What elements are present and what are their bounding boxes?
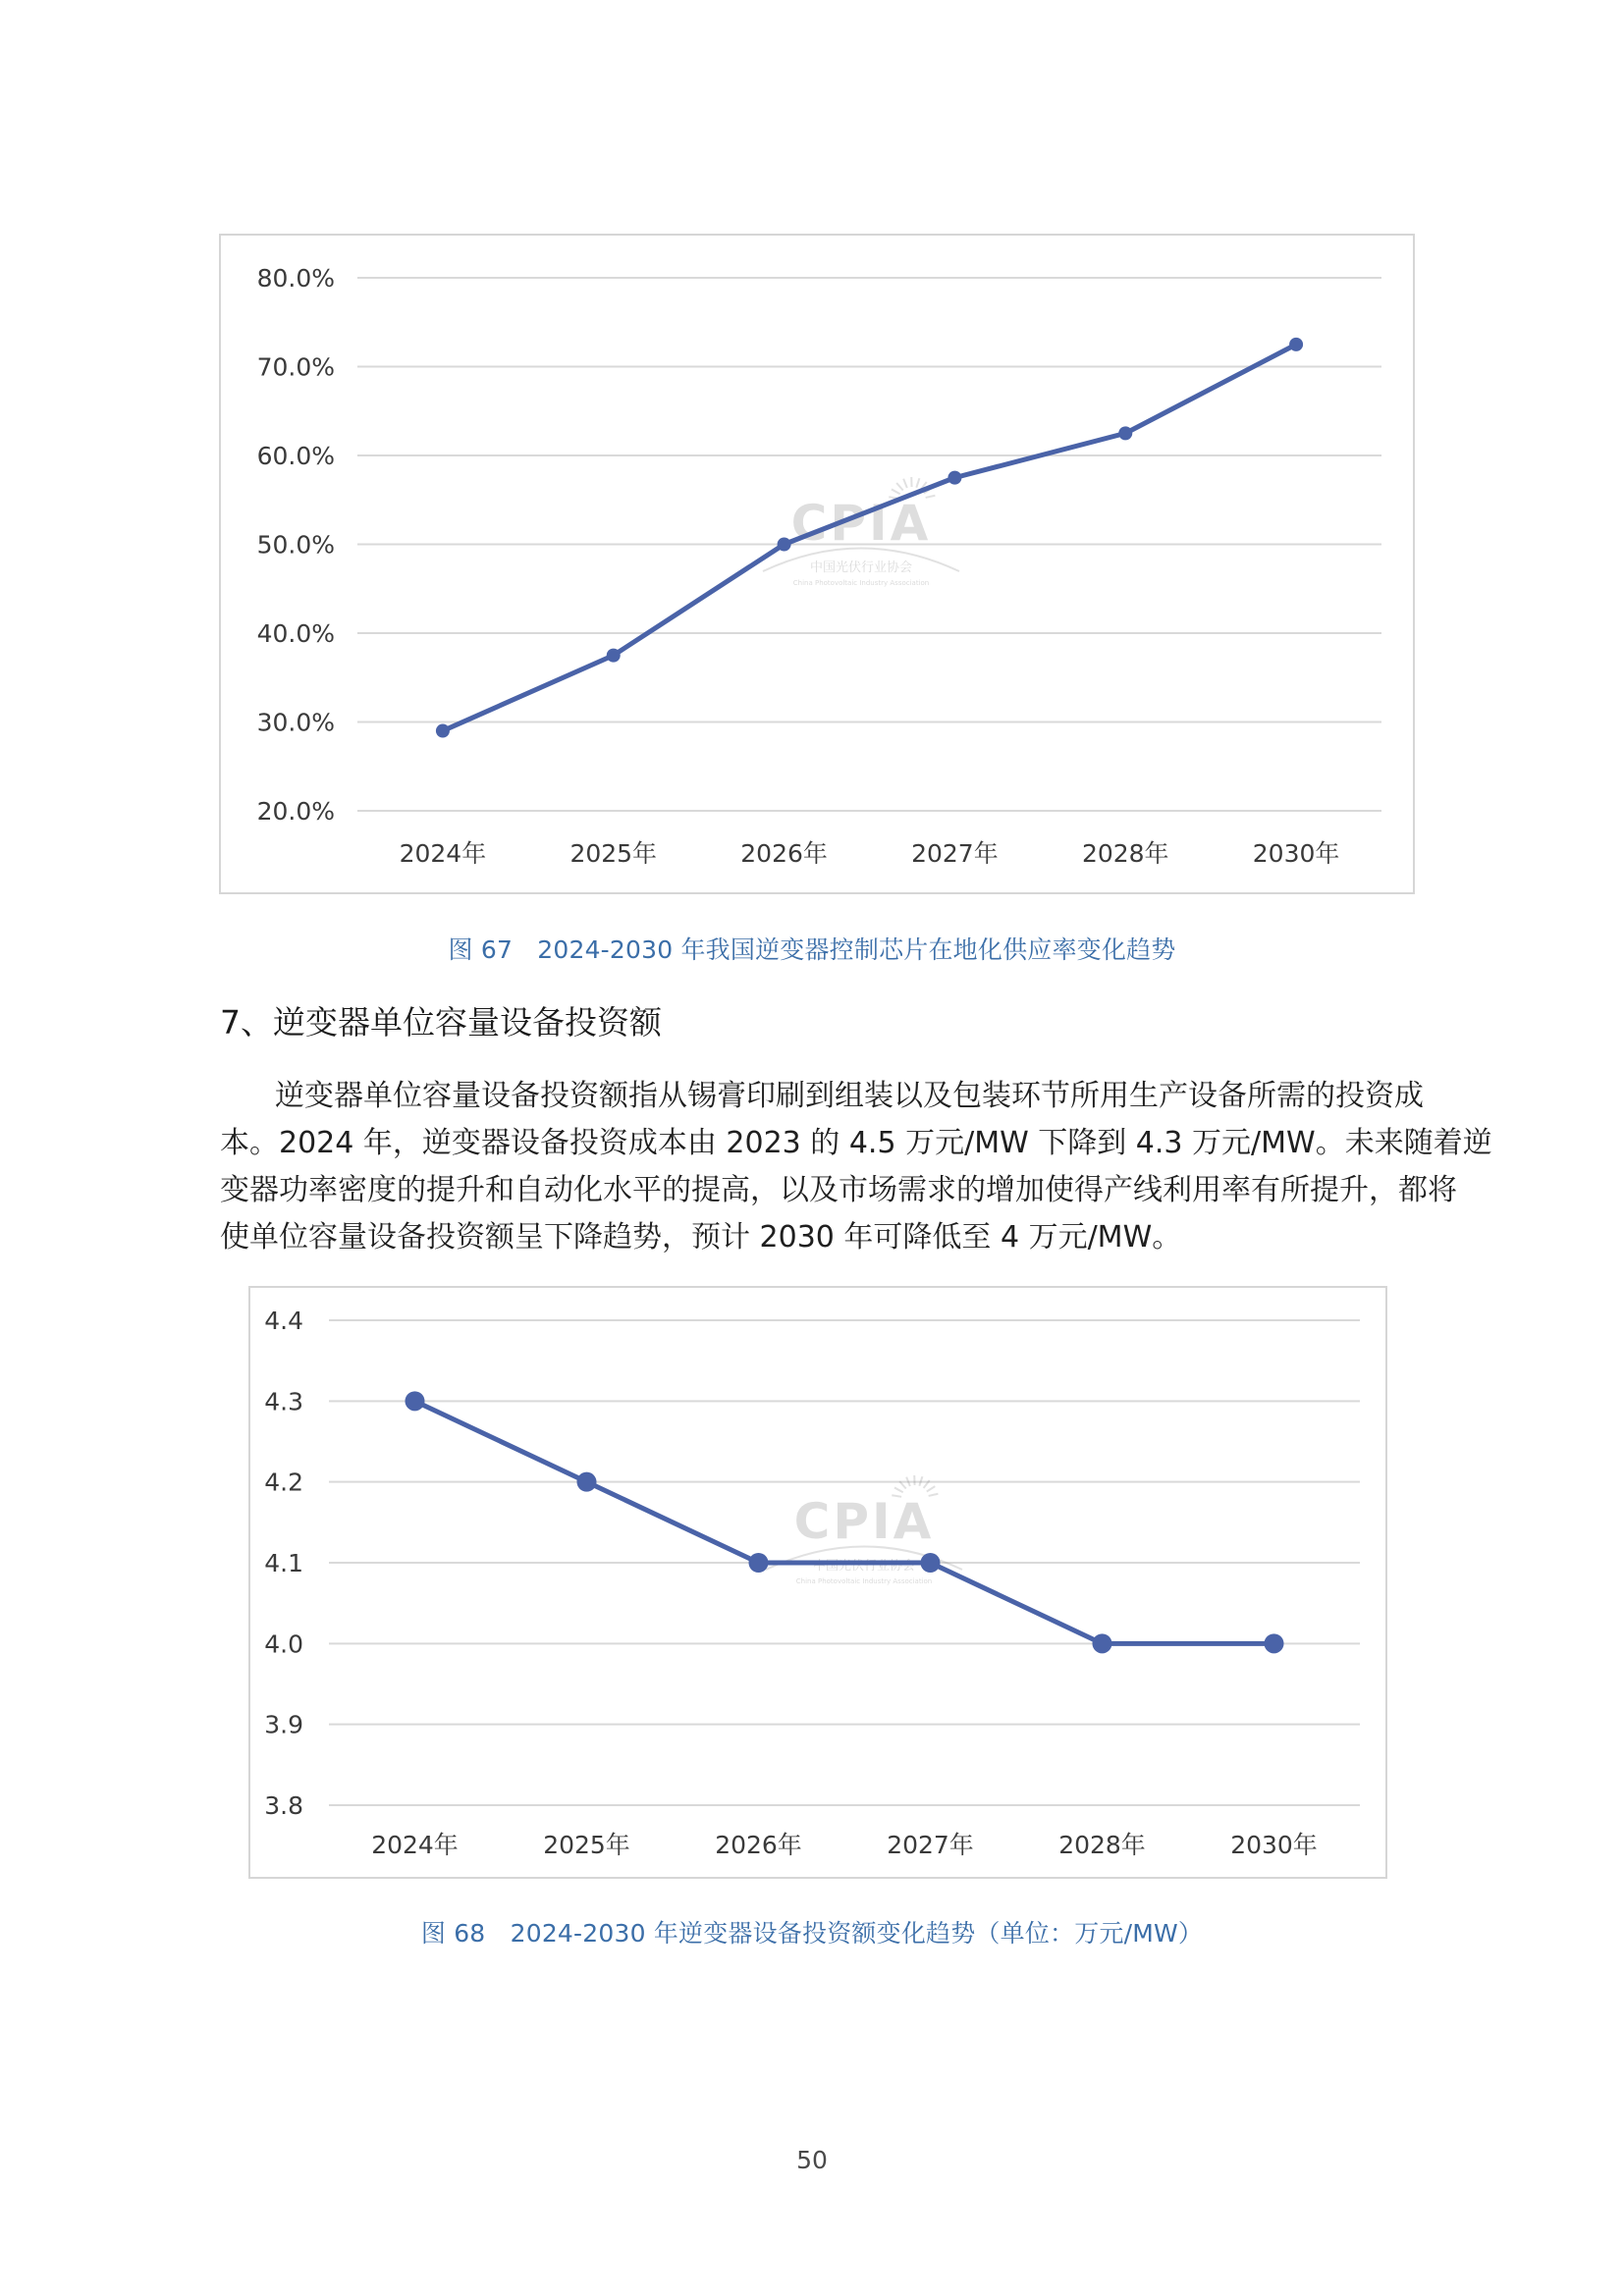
y-tick-label: 4.3 (264, 1387, 303, 1416)
watermark-text: 中国光伏行业协会 (812, 1559, 916, 1574)
paragraph-line: 本。2024 年，逆变器设备投资成本由 2023 的 4.5 万元/MW 下降到 4.3 万元/MW。未来随着逆 (220, 1126, 1492, 1160)
x-tick-label: 2027年 (887, 1831, 974, 1859)
data-point (436, 724, 450, 738)
x-tick-label: 2030年 (1252, 839, 1340, 868)
y-tick-label: 3.8 (264, 1791, 303, 1820)
watermark-text: 中国光伏行业协会 (809, 561, 913, 575)
x-tick-label: 2024年 (371, 1831, 459, 1859)
x-tick-label: 2025年 (543, 1831, 630, 1859)
data-point (947, 471, 961, 485)
chart-fig68-plot (250, 1288, 1385, 1877)
y-tick-label: 4.0 (264, 1629, 303, 1659)
y-tick-label: 4.4 (264, 1307, 303, 1335)
sun-ray-icon (894, 1487, 903, 1492)
sun-ray-icon (896, 483, 903, 491)
watermark-text: China Photovoltaic Industry Association (792, 579, 930, 587)
data-point (1093, 1633, 1112, 1653)
sun-ray-icon (892, 489, 900, 494)
paragraph-line: 逆变器单位容量设备投资额指从锡膏印刷到组装以及包装环节所用生产设备所需的投资成 (275, 1079, 1424, 1113)
chart-fig68 (248, 1286, 1387, 1879)
data-point (778, 538, 791, 552)
data-point (1265, 1633, 1284, 1653)
y-tick-label: 40.0% (256, 619, 335, 648)
watermark-text: CPIA (790, 495, 932, 552)
watermark-text: CPIA (793, 1493, 935, 1550)
x-tick-label: 2024年 (399, 839, 487, 868)
data-point (406, 1391, 425, 1411)
watermark-text: China Photovoltaic Industry Association (795, 1577, 933, 1585)
data-point (1118, 426, 1132, 440)
figure-caption-68: 图 68 2024-2030 年逆变器设备投资额变化趋势（单位：万元/MW） (420, 1919, 1204, 1948)
section-heading: 7、逆变器单位容量设备投资额 (220, 1003, 662, 1041)
data-point (607, 649, 621, 663)
data-point (749, 1553, 769, 1573)
watermark-logo (763, 477, 959, 587)
data-point (1289, 338, 1303, 351)
page-number: 50 (796, 2146, 828, 2174)
figure-caption-67: 图 67 2024-2030 年我国逆变器控制芯片在地化供应率变化趋势 (448, 935, 1176, 964)
y-tick-label: 3.9 (264, 1710, 303, 1739)
x-tick-label: 2026年 (740, 839, 828, 868)
chart-fig67-plot (221, 236, 1413, 892)
chart-fig67 (219, 234, 1415, 894)
y-tick-label: 60.0% (256, 442, 335, 470)
body-paragraph (220, 1073, 1492, 1261)
y-tick-label: 80.0% (256, 264, 335, 293)
x-tick-label: 2027年 (911, 839, 999, 868)
x-tick-label: 2030年 (1230, 1831, 1318, 1859)
y-tick-label: 4.2 (264, 1468, 303, 1497)
sun-ray-icon (927, 1486, 935, 1491)
data-point (921, 1553, 941, 1573)
sun-ray-icon (916, 478, 919, 488)
paragraph-line: 变器功率密度的提升和自动化水平的提高，以及市场需求的增加使得产线利用率有所提升，都将 (220, 1173, 1457, 1207)
data-point (577, 1472, 597, 1492)
x-tick-label: 2028年 (1081, 839, 1169, 868)
x-tick-label: 2028年 (1058, 1831, 1146, 1859)
y-tick-label: 70.0% (256, 352, 335, 382)
y-tick-label: 4.1 (264, 1549, 303, 1577)
y-tick-label: 20.0% (256, 797, 335, 826)
x-tick-label: 2026年 (715, 1831, 802, 1859)
x-tick-label: 2025年 (569, 839, 658, 868)
y-tick-label: 30.0% (256, 708, 335, 737)
y-tick-label: 50.0% (256, 530, 335, 560)
sun-ray-icon (903, 479, 907, 488)
paragraph-line: 使单位容量设备投资额呈下降趋势，预计 2030 年可降低至 4 万元/MW。 (220, 1220, 1182, 1255)
